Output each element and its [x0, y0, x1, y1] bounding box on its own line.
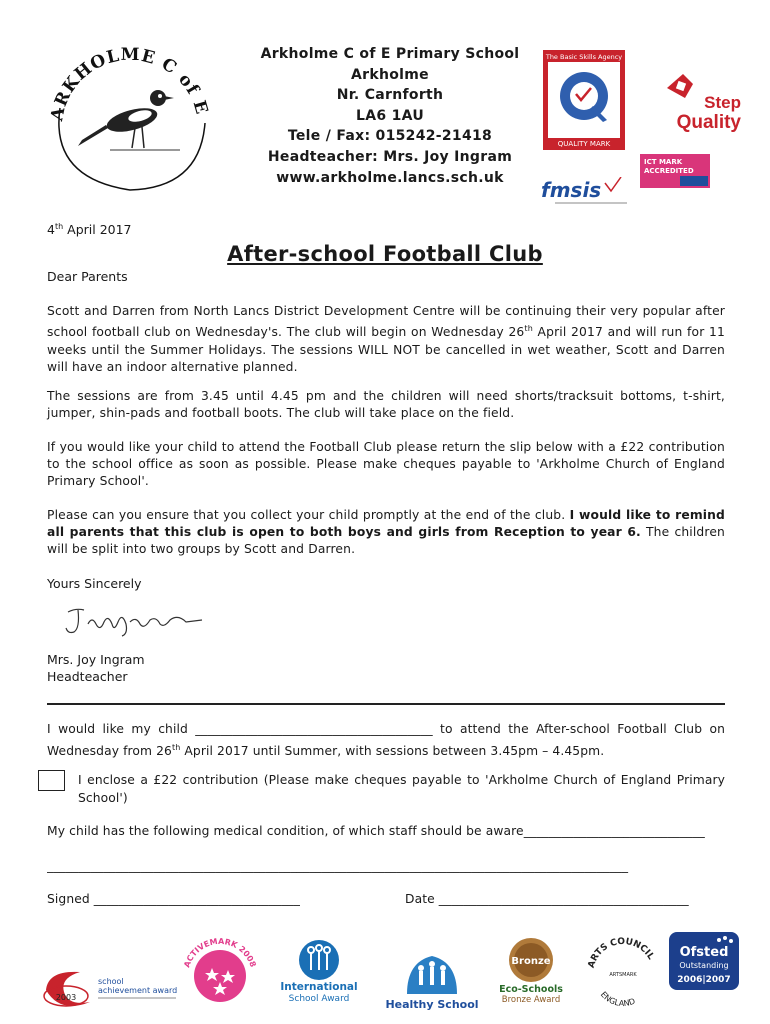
- contribution-checkbox[interactable]: [38, 770, 65, 791]
- fmsis-logo: [535, 177, 630, 207]
- letter-closing: Yours Sincerely: [47, 576, 142, 591]
- step-text: Step: [704, 93, 741, 112]
- eco-badge-text: Bronze: [511, 956, 551, 967]
- letter-greeting: Dear Parents: [47, 269, 128, 284]
- signer-title: Headteacher: [47, 669, 128, 684]
- quality-mark-bottom-text: QUALITY MARK: [557, 140, 611, 148]
- eco-schools-bronze-logo: [490, 932, 572, 1012]
- achievement-text-2: achievement award: [98, 986, 178, 995]
- healthy-school-text: Healthy School: [385, 998, 479, 1011]
- arts-council-text: ARTS COUNCIL: [586, 936, 656, 970]
- school-award-text: School Award: [288, 994, 350, 1004]
- arts-england-text: ENGLAND: [598, 989, 637, 1009]
- address-headteacher: Headteacher: Mrs. Joy Ingram: [267, 148, 513, 165]
- address-website: www.arkholme.lancs.sch.uk: [276, 169, 504, 186]
- achievement-text-1: school: [98, 977, 124, 986]
- quality-text: Quality: [676, 112, 741, 132]
- activemark-logo: [178, 932, 262, 1012]
- paragraph-return-slip: If you would like your child to attend the Football Club please return the slip below with a £22 contribution to the school office as soon as possible. Please make cheques payable to 'Arkholme Church of England Primary School'.: [47, 440, 725, 489]
- school-address: [240, 44, 540, 188]
- ict-mark-text: ICT MARK: [644, 158, 683, 166]
- ofsted-subtitle: Outstanding: [679, 961, 729, 970]
- ict-mark-logo: [640, 154, 710, 188]
- address-phone: Tele / Fax: 015242-21418: [287, 128, 493, 145]
- signer-block: [47, 651, 145, 685]
- paragraph-intro: Scott and Darren from North Lancs District Development Centre will be continuing their very popular after school football club on Wednesday's. The club will begin on Wednesday 26th April 2017 and will run for 11 weeks until the Summer Holidays. The sessions WILL NOT be cancelled in wet weather, Scott and Darren will have an indoor alternative planned.: [47, 304, 725, 374]
- address-village: Arkholme: [351, 66, 429, 83]
- headteacher-signature: [60, 598, 210, 640]
- step-into-quality-logo: [663, 68, 743, 132]
- eco-schools-text: Eco-Schools: [499, 984, 563, 995]
- ofsted-outstanding-logo: [667, 932, 741, 1012]
- slip-signed-field: Signed _________________________________: [47, 892, 300, 906]
- paragraph-collection: Please can you ensure that you collect your child promptly at the end of the club. I would like to remind all parents that this club is open to both boys and girls from Reception to year 6. The children will be split into two groups by Scott and Darren.: [47, 508, 726, 557]
- letter-title: After-school Football Club: [227, 242, 543, 266]
- ofsted-title: Ofsted: [679, 945, 729, 960]
- slip-attendance-line: I would like my child ______________________________________ to attend the After-school Football Club on Wednesday from 26th April 2017 until Summer, with sessions between 3.45pm – 4.45pm.: [47, 722, 725, 758]
- achievement-year: 2003: [55, 993, 77, 1002]
- school-crest-text: ARKHOLME C of E: [47, 44, 212, 123]
- school-achievement-award-logo: [40, 932, 180, 1012]
- international-school-award-logo: [278, 932, 360, 1012]
- signer-name: Mrs. Joy Ingram: [47, 652, 145, 667]
- tear-off-divider: [47, 703, 725, 705]
- svg-text:ENGLAND: [599, 990, 637, 1008]
- paragraph-sessions: The sessions are from 3.45 until 4.45 pm and the children will need shorts/tracksuit bottoms, t-shirt, jumper, shin-pads and football boots. The club will take place on the field.: [47, 389, 725, 421]
- address-postcode: LA6 1AU: [356, 107, 424, 124]
- ofsted-years: 2006|2007: [677, 975, 731, 985]
- school-name: Arkholme C of E Primary School: [260, 46, 520, 62]
- svg-text:ARTS COUNCIL: [587, 937, 656, 969]
- arts-council-england-logo: [583, 932, 663, 1012]
- healthy-school-logo: [385, 932, 480, 1012]
- slip-medical-blank-line: _____________________________________________________________________________________________: [47, 859, 629, 873]
- address-town: Nr. Carnforth: [336, 87, 444, 104]
- international-text: International: [280, 981, 358, 993]
- slip-date-field: Date ________________________________________: [405, 892, 689, 906]
- activemark-text: ACTIVEMARK 2008: [182, 936, 258, 969]
- ict-accredited-text: ACCREDITED: [644, 167, 694, 175]
- slip-medical-condition: My child has the following medical condition, of which staff should be aware_____________________________: [47, 824, 705, 838]
- artsmark-text: ARTSMARK: [609, 972, 637, 978]
- quality-mark-top-text: The Basic Skills Agency: [545, 53, 623, 61]
- fmsis-text: fmsis: [541, 178, 602, 202]
- school-crest-logo: [40, 28, 215, 198]
- eco-bronze-award-text: Bronze Award: [501, 995, 561, 1005]
- slip-enclose-contribution: I enclose a £22 contribution (Please make cheques payable to 'Arkholme Church of England Primary School'): [78, 773, 725, 805]
- svg-text:ARKHOLME C of E SCHOOL: [40, 28, 213, 124]
- letter-date: 4th April 2017: [47, 222, 132, 238]
- quality-mark-logo: [543, 50, 625, 150]
